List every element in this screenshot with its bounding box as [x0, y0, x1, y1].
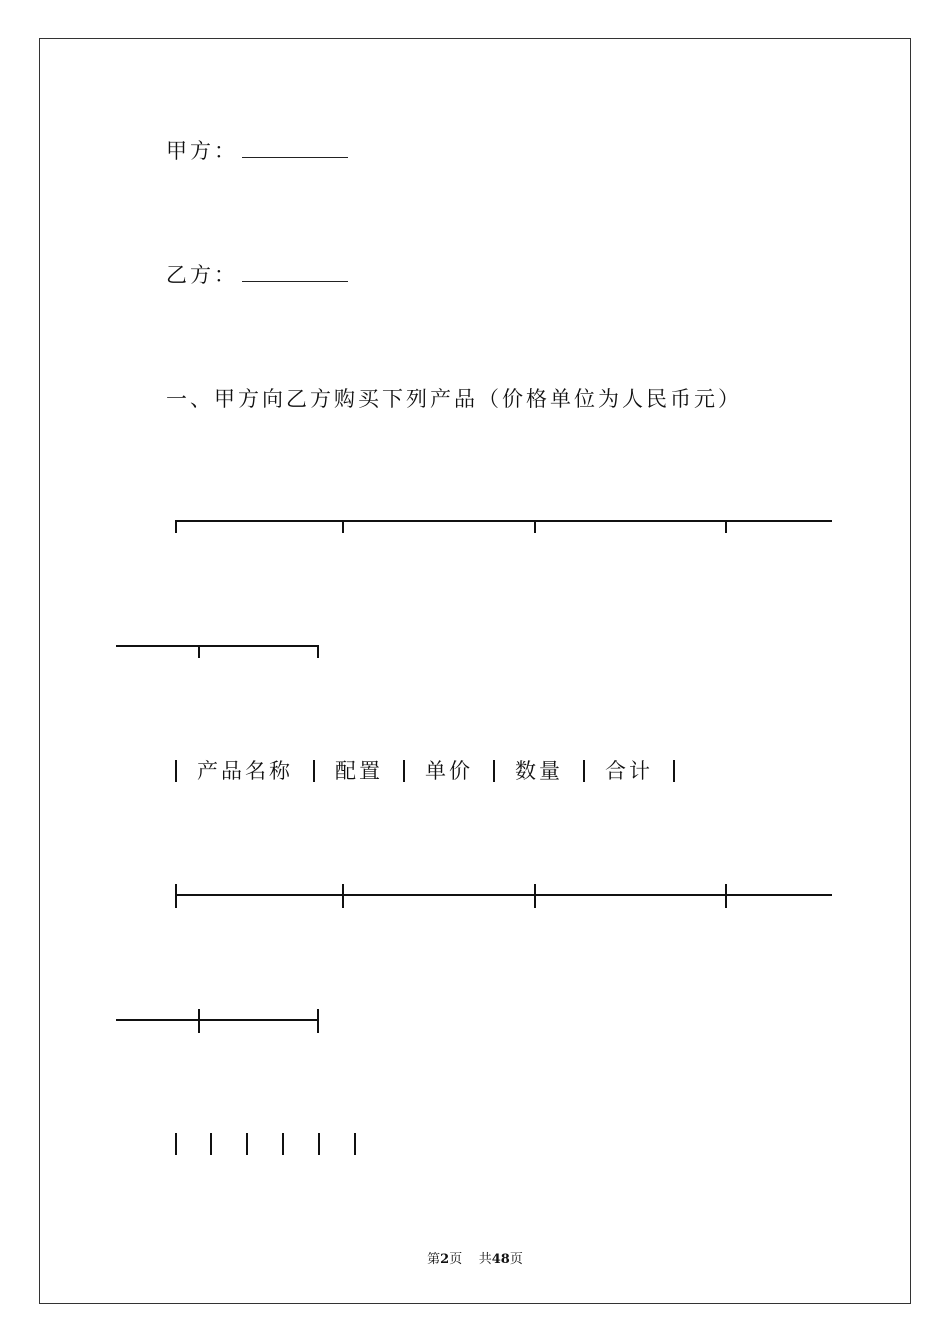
total-suffix: 页 [509, 1252, 523, 1267]
page-prefix: 第 [427, 1252, 441, 1267]
page-footer [0, 1248, 950, 1267]
header-unit-price: 单价 [425, 758, 473, 783]
party-a-label: 甲方： [166, 139, 238, 163]
page-number: 2 [440, 1252, 450, 1267]
party-b-line [166, 265, 348, 286]
header-product-name: 产品名称 [197, 758, 293, 783]
party-a-line [166, 141, 348, 162]
header-total: 合计 [605, 758, 653, 783]
page-suffix: 页 [449, 1252, 463, 1267]
section-1-heading: 一、甲方向乙方购买下列产品（价格单位为人民币元） [166, 387, 742, 411]
party-b-blank[interactable] [242, 269, 348, 282]
total-prefix: 共 [478, 1252, 492, 1267]
header-configuration: 配置 [335, 758, 383, 783]
page-border [39, 38, 911, 1304]
party-b-label: 乙方： [166, 263, 238, 287]
header-quantity: 数量 [515, 758, 563, 783]
total-pages: 48 [491, 1252, 510, 1267]
table-header-row [175, 760, 675, 782]
party-a-blank[interactable] [242, 145, 348, 158]
